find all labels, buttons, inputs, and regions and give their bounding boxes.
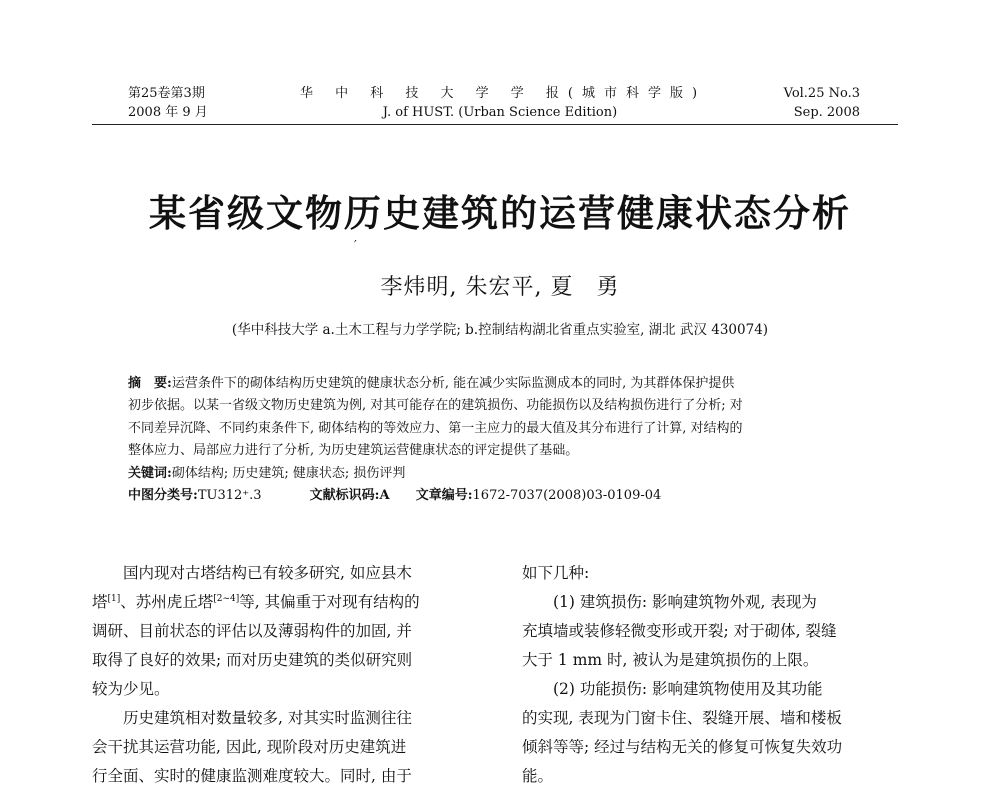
journal-name-cn: 华 中 科 技 大 学 学 报(城市科学版) <box>300 86 707 101</box>
volume-issue: 第25卷第3期 <box>128 86 205 101</box>
affiliation: (华中科技大学 a.土木工程与力学学院; b.控制结构湖北省重点实验室, 湖北 武汉 430074) <box>231 322 769 338</box>
body-line: 国内现对古塔结构已有较多研究, 如应县木 <box>92 564 412 582</box>
header-rule <box>92 124 898 125</box>
body-text: 、苏州虎丘塔 <box>120 593 214 611</box>
doc-code-value: A <box>379 488 390 504</box>
classification-row <box>128 485 878 507</box>
body-line: 倾斜等等; 经过与结构无关的修复可恢复失效功 <box>522 738 843 756</box>
keywords-label: 关键词: <box>128 465 172 481</box>
clc-value: TU312⁺.3 <box>197 488 262 504</box>
body-line: 较为少见。 <box>92 680 170 698</box>
body-line: 行全面、实时的健康监测难度较大。同时, 由于 <box>92 767 412 785</box>
body-line: (1) 建筑损伤: 影响建筑物外观, 表现为 <box>522 593 817 611</box>
body-line: 的实现, 表现为门窗卡住、裂缝开展、墙和楼板 <box>522 709 842 727</box>
abstract-line: 整体应力、局部应力进行了分析, 为历史建筑运营健康状态的评定提供了基础。 <box>128 443 579 459</box>
body-column-left <box>92 559 472 791</box>
body-column-right <box>522 559 900 791</box>
abstract-line: 初步依据。以某一省级文物历史建筑为例, 对其可能存在的建筑损伤、功能损伤以及结构损伤进行了分析; 对 <box>128 398 743 414</box>
citation-ref: [1] <box>107 594 121 604</box>
stray-mark: ′ <box>354 238 357 252</box>
abstract-block <box>128 373 878 507</box>
authors: 李炜明, 朱宏平, 夏 勇 <box>380 275 620 300</box>
body-line: 取得了良好的效果; 而对历史建筑的类似研究则 <box>92 651 413 669</box>
clc-label: 中图分类号: <box>128 488 198 504</box>
journal-name-en: J. of HUST. (Urban Science Edition) <box>382 105 618 120</box>
keywords: 砌体结构; 历史建筑; 健康状态; 损伤评判 <box>171 465 406 481</box>
keywords-row <box>128 463 878 485</box>
body-line: (2) 功能损伤: 影响建筑物使用及其功能 <box>522 680 823 698</box>
doc-code-label: 文献标识码: <box>309 488 380 504</box>
clc-number <box>128 488 284 503</box>
body-line: 历史建筑相对数量较多, 对其实时监测往往 <box>92 709 412 727</box>
citation-ref: [2~4] <box>213 594 240 604</box>
publication-date-en: Sep. 2008 <box>793 105 860 120</box>
publication-date: 2008 年 9 月 <box>128 105 208 120</box>
body-line: 会干扰其运营功能, 因此, 现阶段对历史建筑进 <box>92 738 407 756</box>
paper-title: 某省级文物历史建筑的运营健康状态分析 <box>149 192 851 235</box>
body-text: 等, 其偏重于对现有结构的 <box>239 593 420 611</box>
journal-name <box>300 84 707 122</box>
body-text: 塔 <box>92 593 108 611</box>
body-line: 能。 <box>522 767 554 785</box>
abstract-label: 摘 要: <box>128 376 172 391</box>
abstract-text: 运营条件下的砌体结构历史建筑的健康状态分析, 能在减少实际监测成本的同时, 为其群体保护提供 <box>171 376 735 391</box>
document-code <box>310 488 390 503</box>
journal-volume-issue <box>128 84 208 122</box>
body-line: 充填墙或装修轻微变形或开裂; 对于砌体, 裂缝 <box>522 622 837 640</box>
body-line <box>92 588 472 617</box>
body-line: 调研、目前状态的评估以及薄弱构件的加固, 并 <box>92 622 412 640</box>
abstract-line: 不同差异沉降、不同约束条件下, 砌体结构的等效应力、第一主应力的最大值及其分布进行了计算, 对结构的 <box>128 420 743 436</box>
article-no-label: 文章编号: <box>415 488 473 504</box>
volume-issue-en: Vol.25 No.3 <box>783 86 860 101</box>
body-line: 大于 1 mm 时, 被认为是建筑损伤的上限。 <box>522 651 819 669</box>
journal-volume-issue-en <box>784 84 860 122</box>
article-number <box>416 488 684 503</box>
article-no-value: 1672-7037(2008)03-0109-04 <box>472 488 662 504</box>
body-line: 如下几种: <box>522 564 590 582</box>
abstract-line <box>128 373 878 395</box>
